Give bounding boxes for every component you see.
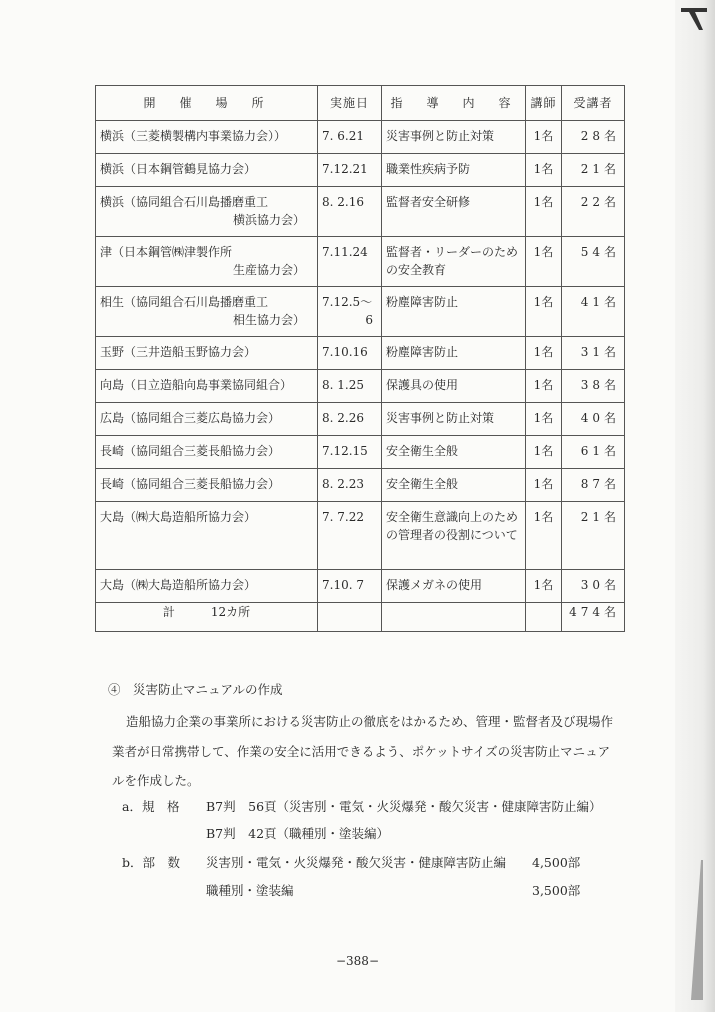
cell-instructor xyxy=(526,403,562,436)
spec-b-item1: 災害別・電気・火災爆発・酸欠災害・健康障害防止編 xyxy=(206,855,507,870)
cell-place xyxy=(96,370,318,403)
place-line: 向島（日立造船向島事業協同組合） xyxy=(100,378,293,392)
spec-a-label: a．規 格 xyxy=(122,799,180,814)
place-line-2: 相生協力会） xyxy=(232,313,305,327)
cell-attendees xyxy=(562,287,625,337)
cell-content xyxy=(382,187,526,237)
content-text: 保護メガネの使用 xyxy=(386,578,483,592)
instructor-text: 1名 xyxy=(533,162,554,176)
cell-place xyxy=(96,187,318,237)
spec-a-line1: B7判 56頁（災害別・電気・火災爆発・酸欠災害・健康障害防止編） xyxy=(206,799,602,814)
content-text: 災害事例と防止対策 xyxy=(386,411,495,425)
cell-content xyxy=(382,370,526,403)
page-number: −388− xyxy=(335,954,379,968)
content-text: 粉塵障害防止 xyxy=(386,295,459,309)
place-line: 横浜（日本鋼管鶴見協力会） xyxy=(100,162,257,176)
table-row xyxy=(96,287,625,337)
table-row xyxy=(96,337,625,370)
cell-place xyxy=(96,469,318,502)
cell-attendees xyxy=(562,337,625,370)
content-text: 監督者安全研修 xyxy=(386,195,471,209)
place-line: 横浜（三菱横製構内事業協力会）） xyxy=(100,129,287,143)
place-line: 津（日本鋼管㈱津製作所 xyxy=(100,245,233,259)
cell-instructor xyxy=(526,154,562,187)
edge-shadow-mark xyxy=(689,860,703,1000)
content-text: 安全衛生意識向上のための管理者の役割について xyxy=(386,510,519,542)
table-row xyxy=(96,121,625,154)
attendees-text: 31名 xyxy=(580,345,620,359)
cell-content xyxy=(382,403,526,436)
place-line: 広島（協同組合三菱広島協力会） xyxy=(100,411,281,425)
cell-content xyxy=(382,287,526,337)
instructor-text: 1名 xyxy=(533,295,554,309)
cell-date xyxy=(318,187,382,237)
cell-date xyxy=(318,502,382,570)
content-text: 災害事例と防止対策 xyxy=(386,129,495,143)
attendees-text: 38名 xyxy=(580,378,620,392)
cell-date xyxy=(318,237,382,287)
total-empty-cell xyxy=(318,603,382,632)
attendees-text: 61名 xyxy=(580,444,620,458)
instructor-text: 1名 xyxy=(533,444,554,458)
instructor-text: 1名 xyxy=(533,510,554,524)
cell-date xyxy=(318,570,382,603)
date-text: 8. 2.26 xyxy=(322,411,364,425)
place-line: 長崎（協同組合三菱長船協力会） xyxy=(100,444,281,458)
attendees-text: 41名 xyxy=(580,295,620,309)
place-line: 相生（協同組合石川島播磨重工 xyxy=(100,295,269,309)
table-row xyxy=(96,469,625,502)
cell-content xyxy=(382,469,526,502)
cell-instructor xyxy=(526,287,562,337)
header-content: 指 導 内 容 xyxy=(382,86,526,121)
date-text-2: 6 xyxy=(365,313,373,327)
content-text: 監督者・リーダーのための安全教育 xyxy=(386,245,519,277)
table-row xyxy=(96,237,625,287)
content-text: 職業性疾病予防 xyxy=(386,162,471,176)
instructor-text: 1名 xyxy=(533,345,554,359)
date-text: 7. 7.22 xyxy=(322,510,364,524)
table-row xyxy=(96,370,625,403)
cell-place xyxy=(96,403,318,436)
cell-content xyxy=(382,436,526,469)
cell-attendees xyxy=(562,436,625,469)
date-text: 7.11.24 xyxy=(322,245,368,259)
place-line-2: 生産協力会） xyxy=(232,263,305,277)
attendees-text: 54名 xyxy=(580,245,620,259)
date-text: 8. 2.23 xyxy=(322,477,364,491)
spec-b-label: b．部 数 xyxy=(122,855,181,870)
cell-instructor xyxy=(526,370,562,403)
cell-place xyxy=(96,436,318,469)
attendees-text: 30名 xyxy=(580,578,620,592)
cell-place xyxy=(96,287,318,337)
cell-instructor xyxy=(526,469,562,502)
cell-place xyxy=(96,237,318,287)
instructor-text: 1名 xyxy=(533,129,554,143)
table-row xyxy=(96,403,625,436)
cell-date xyxy=(318,121,382,154)
date-text: 8. 2.16 xyxy=(322,195,364,209)
cell-attendees xyxy=(562,570,625,603)
section-heading: ④ 災害防止マニュアルの作成 xyxy=(108,682,283,697)
cell-date xyxy=(318,436,382,469)
date-text: 7.10.16 xyxy=(322,345,368,359)
cell-attendees xyxy=(562,237,625,287)
table-header-row xyxy=(96,86,625,121)
cell-instructor xyxy=(526,502,562,570)
cell-content xyxy=(382,121,526,154)
date-text: 7.12.5～ xyxy=(322,295,373,309)
header-attendees: 受講者 xyxy=(562,86,625,121)
spec-b-qty2: 3,500部 xyxy=(532,883,581,898)
table-row xyxy=(96,502,625,570)
cell-place xyxy=(96,154,318,187)
cell-instructor xyxy=(526,237,562,287)
attendees-text: 22名 xyxy=(580,195,620,209)
spec-a-line2: B7判 42頁（職種別・塗装編） xyxy=(206,826,390,841)
date-text: 7.12.21 xyxy=(322,162,368,176)
cell-attendees xyxy=(562,187,625,237)
place-line: 大島（㈱大島造船所協力会） xyxy=(100,578,257,592)
section-body-line: ルを作成した。 xyxy=(112,773,200,788)
attendees-text: 21名 xyxy=(580,510,620,524)
table-row xyxy=(96,436,625,469)
cell-date xyxy=(318,287,382,337)
cell-attendees xyxy=(562,121,625,154)
total-empty-cell xyxy=(382,603,526,632)
cell-instructor xyxy=(526,187,562,237)
section-body-line: 造船協力企業の事業所における災害防止の徹底をはかるため、管理・監督者及び現場作 xyxy=(126,714,614,729)
place-line: 玉野（三井造船玉野協力会） xyxy=(100,345,257,359)
cell-date xyxy=(318,469,382,502)
cell-attendees xyxy=(562,370,625,403)
cell-content xyxy=(382,337,526,370)
section-body-line: 業者が日常携帯して、作業の安全に活用できるよう、ポケットサイズの災害防止マニュア xyxy=(112,744,611,759)
header-date: 実施日 xyxy=(318,86,382,121)
date-text: 7.12.15 xyxy=(322,444,368,458)
attendees-text: 21名 xyxy=(580,162,620,176)
cell-instructor xyxy=(526,121,562,154)
table-total-row xyxy=(96,603,625,632)
attendees-text: 28名 xyxy=(580,129,620,143)
cell-content xyxy=(382,154,526,187)
cell-place xyxy=(96,337,318,370)
instructor-text: 1名 xyxy=(533,578,554,592)
instructor-text: 1名 xyxy=(533,477,554,491)
date-text: 7. 6.21 xyxy=(322,129,364,143)
cell-instructor xyxy=(526,570,562,603)
table-row xyxy=(96,570,625,603)
header-instructor: 講師 xyxy=(526,86,562,121)
instructor-text: 1名 xyxy=(533,195,554,209)
cell-content xyxy=(382,502,526,570)
content-text: 安全衛生全般 xyxy=(386,477,459,491)
spec-b-qty1: 4,500部 xyxy=(532,855,581,870)
cell-attendees xyxy=(562,403,625,436)
place-line: 横浜（協同組合石川島播磨重工 xyxy=(100,195,269,209)
cell-attendees xyxy=(562,502,625,570)
content-text: 粉塵障害防止 xyxy=(386,345,459,359)
place-line-2: 横浜協力会） xyxy=(232,213,305,227)
spec-b-item2: 職種別・塗装編 xyxy=(206,883,294,898)
table-row xyxy=(96,187,625,237)
cell-date xyxy=(318,337,382,370)
date-text: 7.10. 7 xyxy=(322,578,364,592)
cell-date xyxy=(318,403,382,436)
content-text: 保護具の使用 xyxy=(386,378,459,392)
cell-content xyxy=(382,237,526,287)
table-row xyxy=(96,154,625,187)
total-empty-cell xyxy=(526,603,562,632)
cell-date xyxy=(318,370,382,403)
instructor-text: 1名 xyxy=(533,411,554,425)
place-line: 長崎（協同組合三菱長船協力会） xyxy=(100,477,281,491)
instructor-text: 1名 xyxy=(533,245,554,259)
total-attendees: 474名 xyxy=(562,603,625,632)
header-place: 開 催 場 所 xyxy=(96,86,318,121)
cell-date xyxy=(318,154,382,187)
training-sessions-table xyxy=(95,85,625,632)
cell-attendees xyxy=(562,469,625,502)
cell-place xyxy=(96,502,318,570)
cell-instructor xyxy=(526,436,562,469)
corner-fold-mark xyxy=(681,6,707,32)
cell-instructor xyxy=(526,337,562,370)
instructor-text: 1名 xyxy=(533,378,554,392)
cell-content xyxy=(382,570,526,603)
cell-place xyxy=(96,570,318,603)
cell-attendees xyxy=(562,154,625,187)
attendees-text: 87名 xyxy=(580,477,620,491)
content-text: 安全衛生全般 xyxy=(386,444,459,458)
date-text: 8. 1.25 xyxy=(322,378,364,392)
cell-place xyxy=(96,121,318,154)
total-label: 計 12カ所 xyxy=(96,603,318,632)
attendees-text: 40名 xyxy=(580,411,620,425)
place-line: 大島（㈱大島造船所協力会） xyxy=(100,510,257,524)
